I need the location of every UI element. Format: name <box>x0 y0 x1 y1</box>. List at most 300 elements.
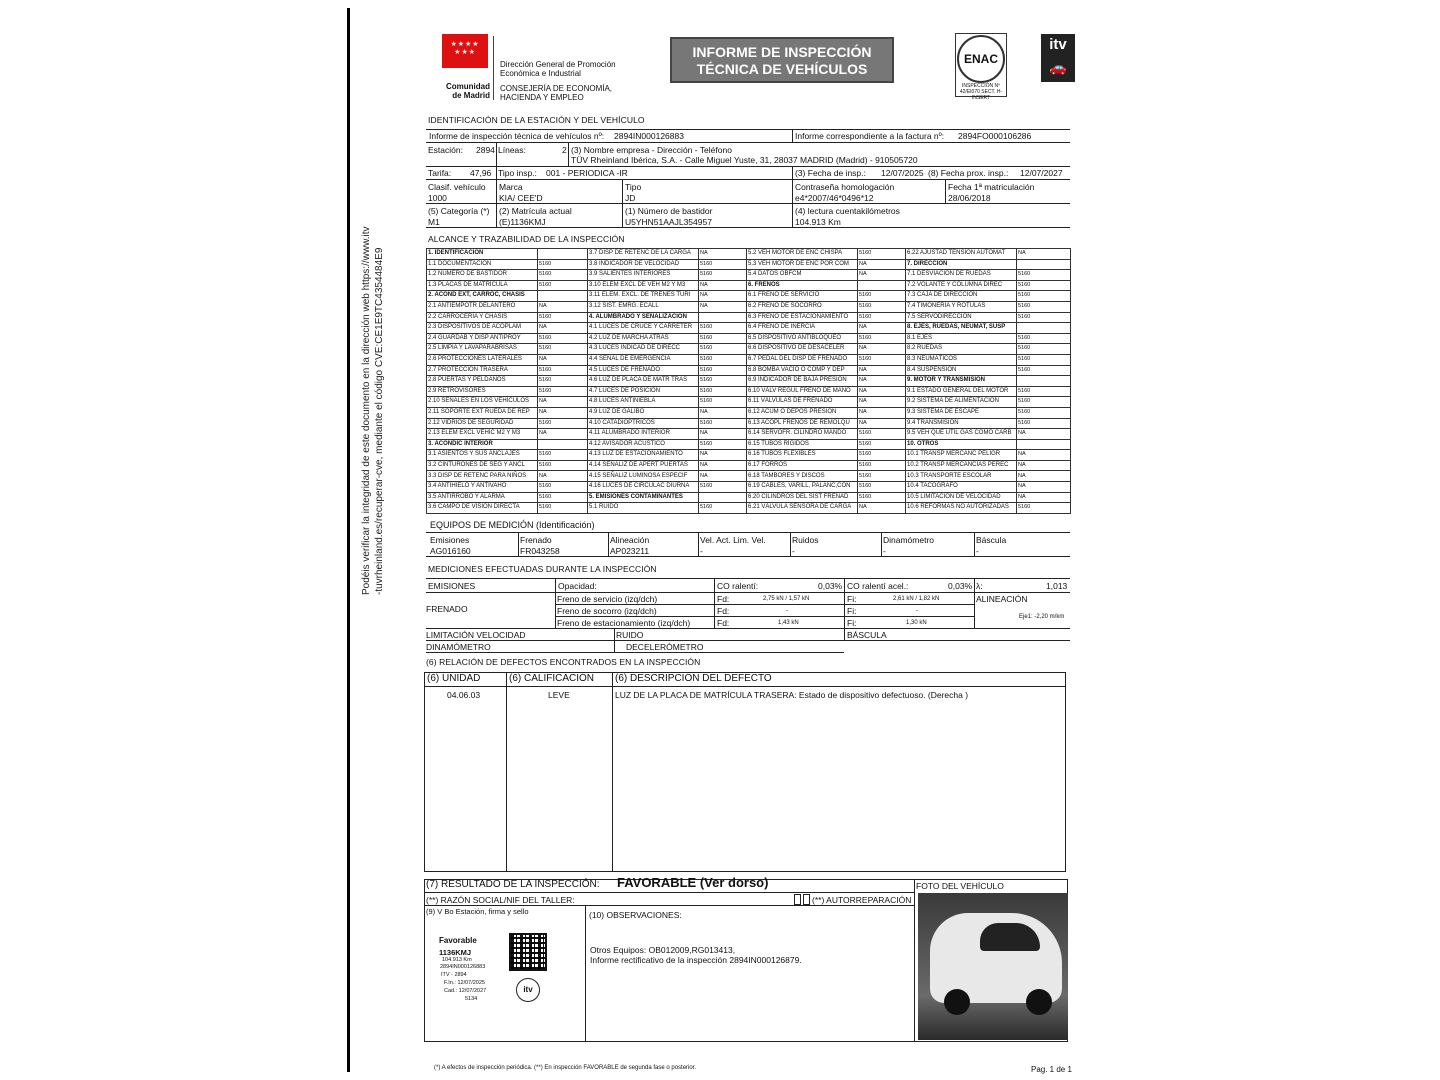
alcance-row <box>427 418 1071 429</box>
alcance-row <box>427 354 1071 365</box>
alcance-row <box>427 259 1071 270</box>
bastidor-label: (1) Número de bastidor <box>625 206 713 216</box>
matricula-label: (2) Matrícula actual <box>499 206 572 216</box>
limitacion-label: LIMITACIÓN VELOCIDAD <box>426 630 526 640</box>
alcance-item: 6.22 AJUSTAD TENSIÓN AUTOMAT <box>906 249 1017 260</box>
alcance-item: 4. ALUMBRADO Y SEÑALIZACIÓN <box>588 312 699 323</box>
alcance-item: 9.1 ESTADO GENERAL DEL MOTOR <box>906 386 1017 397</box>
alcance-item: 3.3 DISP DE RETENC PARA NIÑOS <box>427 471 538 482</box>
alcance-table <box>426 248 1071 514</box>
alcance-row <box>427 386 1071 397</box>
stamp-plate: 1136KMJ <box>439 948 472 957</box>
verification-side-text <box>360 75 388 595</box>
alcance-status: 5160 <box>699 333 747 344</box>
alcance-status: NA <box>858 323 906 334</box>
alcance-item: 5.3 VEH MOTOR DE ENC POR COM <box>747 259 858 270</box>
fecha-prox-value: 12/07/2027 <box>1020 168 1063 178</box>
categoria-value: M1 <box>428 217 440 227</box>
alineacion-label: ALINEACIÓN <box>976 594 1028 604</box>
tarifa-value: 47,96 <box>470 168 492 178</box>
alcance-status: NA <box>858 259 906 270</box>
alcance-status: NA <box>699 460 747 471</box>
fecha-prox-label: (8) Fecha prox. insp.: <box>928 168 1009 178</box>
alcance-item: 10.3 TRANSPORTE ESCOLAR <box>906 471 1017 482</box>
alcance-status: 5160 <box>1017 365 1071 376</box>
alcance-item: 2.3 DISPOSITIVOS DE ACOPLAM <box>427 323 538 334</box>
alcance-status <box>1017 439 1071 450</box>
matricula-value: (E)1136KMJ <box>499 217 546 227</box>
alcance-status: 5160 <box>699 376 747 387</box>
alcance-status: 5160 <box>858 460 906 471</box>
alcance-row <box>427 323 1071 334</box>
km-label: (4) lectura cuentakilómetros <box>795 206 900 216</box>
alcance-status <box>1017 376 1071 387</box>
alcance-item: 2.9 RETROVISORES <box>427 386 538 397</box>
alcance-status: 5160 <box>538 376 588 387</box>
alcance-item: 3.5 ANTIRROBO Y ALARMA <box>427 492 538 503</box>
alcance-item: 3.10 ELEM EXCL DE VEH M2 Y M3 <box>588 280 699 291</box>
tipo-label: Tipo <box>625 182 642 192</box>
alcance-status: 5160 <box>858 439 906 450</box>
tipo-value: JD <box>625 193 636 203</box>
alcance-item: 2.1 ANTIEMPOTR DELANTERO <box>427 301 538 312</box>
razon-social-label: (**) RAZÓN SOCIAL/NIF DEL TALLER: <box>426 895 575 905</box>
title-line1: INFORME DE INSPECCIÓN <box>692 44 872 60</box>
defecto-descripcion: LUZ DE LA PLACA DE MATRÍCULA TRASERA: Estado de dispositivo defectuoso. (Derecha ) <box>615 690 969 700</box>
autorreparacion-label: (**) AUTORREPARACIÓN <box>812 895 912 905</box>
side-text-line2: -tuvrheinland.es/recuperar-cve, mediante el código CVE:CE1E9TC4354484E9 <box>374 247 385 595</box>
alcance-status: 5160 <box>538 386 588 397</box>
alcance-item: 7. DIRECCIÓN <box>906 259 1017 270</box>
alcance-item: 6.1 FRENO DE SERVICIO <box>747 291 858 302</box>
equipo-value: AP023211 <box>610 546 650 556</box>
bastidor-value: U5YHN51AAJL354957 <box>625 217 712 227</box>
alcance-item: 6.6 DISPOSITIVO DE DESACELER <box>747 344 858 355</box>
alcance-item: 6.12 ACUM O DEPÓS PRESIÓN <box>747 407 858 418</box>
alcance-item: 7.3 CAJA DE DIRECCIÓN <box>906 291 1017 302</box>
vehicle-photo <box>918 893 1068 1040</box>
alcance-item: 1.1 DOCUMENTACIÓN <box>427 259 538 270</box>
alcance-status: 5160 <box>1017 301 1071 312</box>
informe-label: Informe de inspección técnica de vehículos nº: <box>429 131 605 141</box>
lambda-value: 1,013 <box>1046 581 1068 591</box>
alcance-status: 5160 <box>1017 354 1071 365</box>
fecha-insp-value: 12/07/2025 <box>881 168 924 178</box>
alcance-item: 4.6 LUZ DE PLACA DE MATR TRAS <box>588 376 699 387</box>
enac-small: INSPECCIÓN Nº 42/EI070 SECT. H-INSERT <box>959 83 1003 101</box>
alcance-item: 6.18 TAMBORES Y DISCOS <box>747 471 858 482</box>
foto-label: FOTO DEL VEHÍCULO <box>916 881 1004 891</box>
contrasena-label: Contraseña homologación <box>795 182 895 192</box>
alcance-status: 5160 <box>538 492 588 503</box>
marca-label: Marca <box>499 182 523 192</box>
matric1-value: 28/06/2018 <box>948 193 991 203</box>
obs-line1: Otros Equipos: OB012009,RG013413, <box>590 945 736 955</box>
alcance-item: 10.1 TRANSP MERCANC PELIGR <box>906 450 1017 461</box>
stamp-fin: F.In.: 12/07/2025 <box>444 980 485 986</box>
alcance-status: NA <box>699 471 747 482</box>
alcance-status: 5160 <box>538 365 588 376</box>
alcance-item: 7.1 DESVIACIÓN DE RUEDAS <box>906 270 1017 281</box>
alcance-item: 7.5 SERVODIRECCIÓN <box>906 312 1017 323</box>
alcance-item: 3.9 SALIENTES INTERIORES <box>588 270 699 281</box>
alcance-status: 5160 <box>538 280 588 291</box>
resultado-label: (7) RESULTADO DE LA INSPECCIÓN: <box>426 879 600 890</box>
alcance-status: NA <box>538 301 588 312</box>
alcance-status: 5160 <box>538 482 588 493</box>
alcance-status: 5160 <box>1017 503 1071 514</box>
opacidad-label: Opacidad: <box>558 581 597 591</box>
alcance-status: 5160 <box>858 450 906 461</box>
alcance-status: NA <box>858 376 906 387</box>
dg-line2: Económica e Industrial <box>500 69 581 78</box>
alcance-status: 5160 <box>538 418 588 429</box>
km-value: 104.913 Km <box>795 217 841 227</box>
defecto-unidad: 04.06.03 <box>447 690 481 700</box>
alcance-row <box>427 333 1071 344</box>
alcance-item: 3. ACONDIC INTERIOR <box>427 439 538 450</box>
tipo-insp-label: Tipo insp.: <box>498 168 537 178</box>
alcance-status: 5160 <box>699 323 747 334</box>
defectos-table <box>424 672 1066 872</box>
ident-title: IDENTIFICACIÓN DE LA ESTACIÓN Y DEL VEHÍCULO <box>428 115 645 125</box>
alcance-status: 5160 <box>538 259 588 270</box>
alcance-item: 4.16 LUCES DE CIRCULAC DIURNA <box>588 482 699 493</box>
alcance-status: NA <box>699 301 747 312</box>
alcance-status: 5160 <box>858 249 906 260</box>
alcance-item: 2.8 PUERTAS Y PELDAÑOS <box>427 376 538 387</box>
alcance-item: 3.7 DISP DE RETENC DE LA CARGA <box>588 249 699 260</box>
alcance-item: 4.7 LUCES DE POSICIÓN <box>588 386 699 397</box>
alcance-item: 5.4 DATOS OBFCM <box>747 270 858 281</box>
region-name: Comunidad de Madrid <box>446 82 490 100</box>
alcance-status: NA <box>858 386 906 397</box>
alcance-status: NA <box>858 365 906 376</box>
equipo-label: Vel. Act. Lim. Vel. <box>700 535 766 545</box>
stamp-cad: Cad.: 12/07/2027 <box>444 988 487 994</box>
frenado-label: FRENADO <box>426 604 468 614</box>
freno-socorro: Freno de socorro (izq/dch) <box>557 606 657 616</box>
lineas-label: Líneas: <box>498 145 526 155</box>
alcance-item: 4.10 CATADIÓPTRICOS <box>588 418 699 429</box>
alcance-item: 2.11 SOPORTE EXT RUEDA DE REP <box>427 407 538 418</box>
alcance-item: 8.1 EJES <box>906 333 1017 344</box>
alcance-item: 2. ACOND EXT, CARROC, CHASIS <box>427 291 538 302</box>
enac-logo <box>955 33 1007 101</box>
alcance-status: 5160 <box>858 471 906 482</box>
alcance-status: NA <box>699 280 747 291</box>
equipo-label: Dinamómetro <box>883 535 935 545</box>
co-ralenti-value: 0,03% <box>818 581 843 591</box>
alcance-status: 5160 <box>858 429 906 440</box>
alcance-item: 4.12 AVISADOR ACÚSTICO <box>588 439 699 450</box>
alcance-item: 6.15 TUBOS RÍGIDOS <box>747 439 858 450</box>
freno-estacionamiento: Freno de estacionamiento (izq/dch) <box>557 618 691 628</box>
alineacion-value: Eje1: -2,20 m/km <box>1019 614 1065 620</box>
alcance-item: 6.16 TUBOS FLEXIBLES <box>747 450 858 461</box>
emisiones-label: EMISIONES <box>428 581 476 591</box>
alcance-item: 5. EMISIONES CONTAMINANTES <box>588 492 699 503</box>
fd-servicio: 2,75 kN / 1,57 kN <box>763 596 810 602</box>
alcance-item: 9.5 VEH QUE UTIL GAS COMO CARB <box>906 429 1017 440</box>
alcance-item: 2.6 PROTECCIONES LATERALES <box>427 354 538 365</box>
co-ralenti-label: CO ralentí: <box>717 581 759 591</box>
equipo-value: - <box>792 546 795 556</box>
alcance-status: 5160 <box>1017 344 1071 355</box>
alcance-status: NA <box>858 418 906 429</box>
alcance-item: 9.3 SISTEMA DE ESCAPE <box>906 407 1017 418</box>
checkbox-2 <box>803 894 810 905</box>
alcance-status: NA <box>538 471 588 482</box>
alcance-status <box>538 249 588 260</box>
alcance-status: 5160 <box>858 333 906 344</box>
alcance-item: 6.7 PEDAL DEL DISP DE FRENADO <box>747 354 858 365</box>
factura-value: 2894FO000106286 <box>958 131 1032 141</box>
alcance-status: 5160 <box>1017 312 1071 323</box>
alcance-item: 8.4 SUSPENSIÓN <box>906 365 1017 376</box>
alcance-item: 4.11 ALUMBRADO INTERIOR <box>588 429 699 440</box>
equipo-value: FR043258 <box>520 546 560 556</box>
alcance-item: 9. MOTOR Y TRANSMISIÓN <box>906 376 1017 387</box>
alcance-status: 5160 <box>538 333 588 344</box>
alcance-item: 5.2 VEH MOTOR DE ENC CHISPA <box>747 249 858 260</box>
alcance-status <box>858 280 906 291</box>
alcance-item: 6.14 SERVOFR. CILINDRO MANDO <box>747 429 858 440</box>
alcance-item: 6.21 VÁLVULA SENSORA DE CARGA <box>747 503 858 514</box>
left-edge-line <box>347 8 350 1072</box>
stamp-km: 104.913 Km <box>442 957 472 963</box>
alcance-status: 5160 <box>1017 418 1071 429</box>
alcance-item: 4.5 LUCES DE FRENADO <box>588 365 699 376</box>
alcance-item: 4.13 LUZ DE ESTACIONAMIENTO <box>588 450 699 461</box>
alcance-status: 5160 <box>699 482 747 493</box>
alcance-status: NA <box>538 407 588 418</box>
alcance-status: 5160 <box>699 418 747 429</box>
alcance-row <box>427 429 1071 440</box>
alcance-row <box>427 471 1071 482</box>
alcance-item: 1.2 NÚMERO DE BASTIDOR <box>427 270 538 281</box>
alcance-status: NA <box>1017 450 1071 461</box>
qr-code-icon <box>509 933 547 971</box>
fi-socorro: - <box>916 608 918 614</box>
alcance-status: 5160 <box>1017 407 1071 418</box>
alcance-status: 5160 <box>1017 280 1071 291</box>
alcance-status: NA <box>699 450 747 461</box>
checkbox-1 <box>794 894 801 905</box>
marca-value: KIA/ CEE'D <box>499 193 543 203</box>
alcance-status: NA <box>1017 482 1071 493</box>
alcance-item: 3.6 CAMPO DE VISIÓN DIRECTA <box>427 503 538 514</box>
alcance-status: NA <box>1017 460 1071 471</box>
equipo-label: Emisiones <box>430 535 470 545</box>
co-acel-label: CO ralentí acel.: <box>847 581 909 591</box>
alcance-status <box>699 312 747 323</box>
document-title <box>670 37 894 83</box>
equipos-title: EQUIPOS DE MEDICIÓN (Identificación) <box>430 520 595 530</box>
col-descripcion: (6) DESCRIPCIÓN DEL DEFECTO <box>615 673 772 684</box>
itv-logo: itv 🚗 <box>1041 34 1075 82</box>
tipo-insp-value: 001 - PERIODICA -IR <box>546 168 628 178</box>
ruido-label: RUIDO <box>616 630 644 640</box>
alcance-status: 5160 <box>538 503 588 514</box>
alcance-status: NA <box>699 291 747 302</box>
col-calificacion: (6) CALIFICACIÓN <box>509 673 595 684</box>
alcance-item: 10.4 TACÓGRAFO <box>906 482 1017 493</box>
lambda-label: λ: <box>976 581 983 591</box>
enac-text: ENAC <box>957 35 1005 83</box>
alcance-item: 4.9 LUZ DE GÁLIBO <box>588 407 699 418</box>
alcance-status: NA <box>538 354 588 365</box>
alcance-status: 5160 <box>858 291 906 302</box>
page-number: Pag. 1 de 1 <box>1031 1065 1072 1074</box>
alcance-status: NA <box>1017 492 1071 503</box>
header-divider <box>493 36 494 100</box>
alcance-status: NA <box>1017 471 1071 482</box>
fi-estacionamiento: 1,30 kN <box>906 620 927 626</box>
alcance-status: NA <box>538 397 588 408</box>
alcance-item: 6.4 FRENO DE INERCIA <box>747 323 858 334</box>
clasif-label: Clasif. vehículo <box>428 182 486 192</box>
alcance-item: 4.14 SEÑALIZ DE APERT PUERTAS <box>588 460 699 471</box>
alcance-row <box>427 407 1071 418</box>
fecha-insp-label: (3) Fecha de insp.: <box>795 168 866 178</box>
alcance-item: 4.4 SEÑAL DE EMERGENCIA <box>588 354 699 365</box>
alcance-item: 6.17 FORROS <box>747 460 858 471</box>
alcance-status: 5160 <box>699 397 747 408</box>
alcance-row <box>427 312 1071 323</box>
equipo-label: Alineación <box>610 535 650 545</box>
alcance-item: 2.12 VIDRIOS DE SEGURIDAD <box>427 418 538 429</box>
alcance-item: 3.8 INDICADOR DE VELOCIDAD <box>588 259 699 270</box>
alcance-row <box>427 460 1071 471</box>
alcance-item: 3.12 SIST. EMRG. ECALL <box>588 301 699 312</box>
alcance-item: 6.10 VÁLV REGUL FRENO DE MANO <box>747 386 858 397</box>
alcance-status: NA <box>1017 429 1071 440</box>
clasif-value: 1000 <box>428 193 447 203</box>
alcance-item: 6. FRENOS <box>747 280 858 291</box>
alcance-status: NA <box>1017 249 1071 260</box>
alcance-status: 5160 <box>699 259 747 270</box>
freno-servicio: Freno de servicio (izq/dch) <box>557 594 658 604</box>
comunidad-madrid-flag-logo: ★★★★ ★★★ <box>442 34 488 68</box>
decelerometro-label: DECELERÓMETRO <box>626 642 704 652</box>
alcance-status <box>699 492 747 503</box>
alcance-item: 6.20 CILINDROS DEL SIST FRENAD <box>747 492 858 503</box>
alcance-item: 9.4 TRANSMISIÓN <box>906 418 1017 429</box>
alcance-status: 5160 <box>858 301 906 312</box>
alcance-item: 6.3 FRENO DE ESTACIONAMIENTO <box>747 312 858 323</box>
empresa-value: TÜV Rheinland Ibérica, S.A. - Calle Miguel Yuste, 31, 28037 MADRID (Madrid) - 910505720 <box>571 155 918 165</box>
alcance-status: 5160 <box>699 439 747 450</box>
estacion-label: Estación: <box>428 145 463 155</box>
alcance-item: 2.5 LIMPIA Y LAVAPARABRISAS <box>427 344 538 355</box>
alcance-row <box>427 439 1071 450</box>
alcance-status: 5160 <box>1017 291 1071 302</box>
alcance-item: 6.11 VÁLVULAS DE FRENADO <box>747 397 858 408</box>
alcance-status: 5160 <box>699 365 747 376</box>
alcance-status: 5160 <box>538 344 588 355</box>
equipo-label: Ruidos <box>792 535 819 545</box>
dg-line3: CONSEJERÍA DE ECONOMÍA, <box>500 84 613 93</box>
alcance-item: 8.3 NEUMÁTICOS <box>906 354 1017 365</box>
alcance-status: 5160 <box>699 386 747 397</box>
title-line2: TÉCNICA DE VEHÍCULOS <box>696 61 868 77</box>
alcance-status <box>538 291 588 302</box>
alcance-status: 5160 <box>1017 333 1071 344</box>
resultado-value: FAVORABLE (Ver dorso) <box>617 875 769 890</box>
department-info <box>500 60 640 102</box>
alcance-status: 5160 <box>858 354 906 365</box>
alcance-status <box>538 439 588 450</box>
alcance-row <box>427 365 1071 376</box>
alcance-status: NA <box>699 407 747 418</box>
equipo-value: - <box>883 546 886 556</box>
lineas-value: 2 <box>562 145 567 155</box>
alcance-item: 4.1 LUCES DE CRUCE Y CARRETER <box>588 323 699 334</box>
equipo-value: - <box>700 546 703 556</box>
alcance-status: NA <box>858 407 906 418</box>
equipo-value: AG016160 <box>430 546 471 556</box>
stamp-code: 5134 <box>465 996 478 1002</box>
alcance-item: 2.4 GUARDAB Y DISP ANTIPROY <box>427 333 538 344</box>
stamp-itv: ITV - 2894 <box>441 972 467 978</box>
alcance-status: 5160 <box>699 344 747 355</box>
categoria-label: (5) Categoría (*) <box>428 206 490 216</box>
alcance-row <box>427 270 1071 281</box>
alcance-title: ALCANCE Y TRAZABILIDAD DE LA INSPECCIÓN <box>428 234 625 244</box>
footer-note: (*) A efectos de inspección periódica. (**) En inspección FAVORABLE de segunda fase o posterior. <box>434 1065 697 1071</box>
alcance-status: 5160 <box>858 482 906 493</box>
vbo-label: (9) V Bo Estación, firma y sello <box>426 907 529 916</box>
defecto-calificacion: LEVE <box>548 690 570 700</box>
alcance-status: 5160 <box>538 460 588 471</box>
alcance-item: 4.2 LUZ DE MARCHA ATRÁS <box>588 333 699 344</box>
matric1-label: Fecha 1ª matriculación <box>948 182 1035 192</box>
side-text-line1: Podéis verificar la integridad de este documento en la dirección web https://www.itv <box>361 226 372 595</box>
alcance-status: 5160 <box>1017 386 1071 397</box>
dg-line1: Dirección General de Promoción <box>500 60 616 69</box>
alcance-status: NA <box>538 429 588 440</box>
alcance-status: NA <box>699 429 747 440</box>
alcance-item: 6.9 INDICADOR DE BAJA PRESIÓN <box>747 376 858 387</box>
alcance-item: 9.2 SISTEMA DE ALIMENTACIÓN <box>906 397 1017 408</box>
alcance-status: 5160 <box>1017 397 1071 408</box>
alcance-item: 7.4 TIMONERÍA Y RÓTULAS <box>906 301 1017 312</box>
alcance-row <box>427 249 1071 260</box>
equipo-value: - <box>976 546 979 556</box>
alcance-status: 5160 <box>858 312 906 323</box>
alcance-item: 4.15 SEÑALIZ LUMINOSA ESPECIF <box>588 471 699 482</box>
equipo-label: Frenado <box>520 535 552 545</box>
informe-value: 2894IN000126883 <box>614 131 684 141</box>
alcance-row <box>427 450 1071 461</box>
alcance-status: 5160 <box>858 492 906 503</box>
alcance-row <box>427 301 1071 312</box>
alcance-item: 10.6 REFORMAS NO AUTORIZADAS <box>906 503 1017 514</box>
alcance-status: NA <box>699 249 747 260</box>
alcance-item: 8. EJES, RUEDAS, NEUMAT, SUSP <box>906 323 1017 334</box>
bascula-label: BÁSCULA <box>847 630 887 640</box>
alcance-item: 10. OTROS <box>906 439 1017 450</box>
alcance-item: 2.2 CARROCERÍA Y CHASIS <box>427 312 538 323</box>
alcance-item: 3.4 ANTIHIELO Y ANTIVAHO <box>427 482 538 493</box>
alcance-status: 5160 <box>538 450 588 461</box>
alcance-status: 5160 <box>699 354 747 365</box>
alcance-item: 3.11 ELEM. EXCL. DE TRENES TURI <box>588 291 699 302</box>
car-image-icon <box>930 913 1062 1003</box>
fd-socorro: - <box>786 608 788 614</box>
alcance-row <box>427 492 1071 503</box>
